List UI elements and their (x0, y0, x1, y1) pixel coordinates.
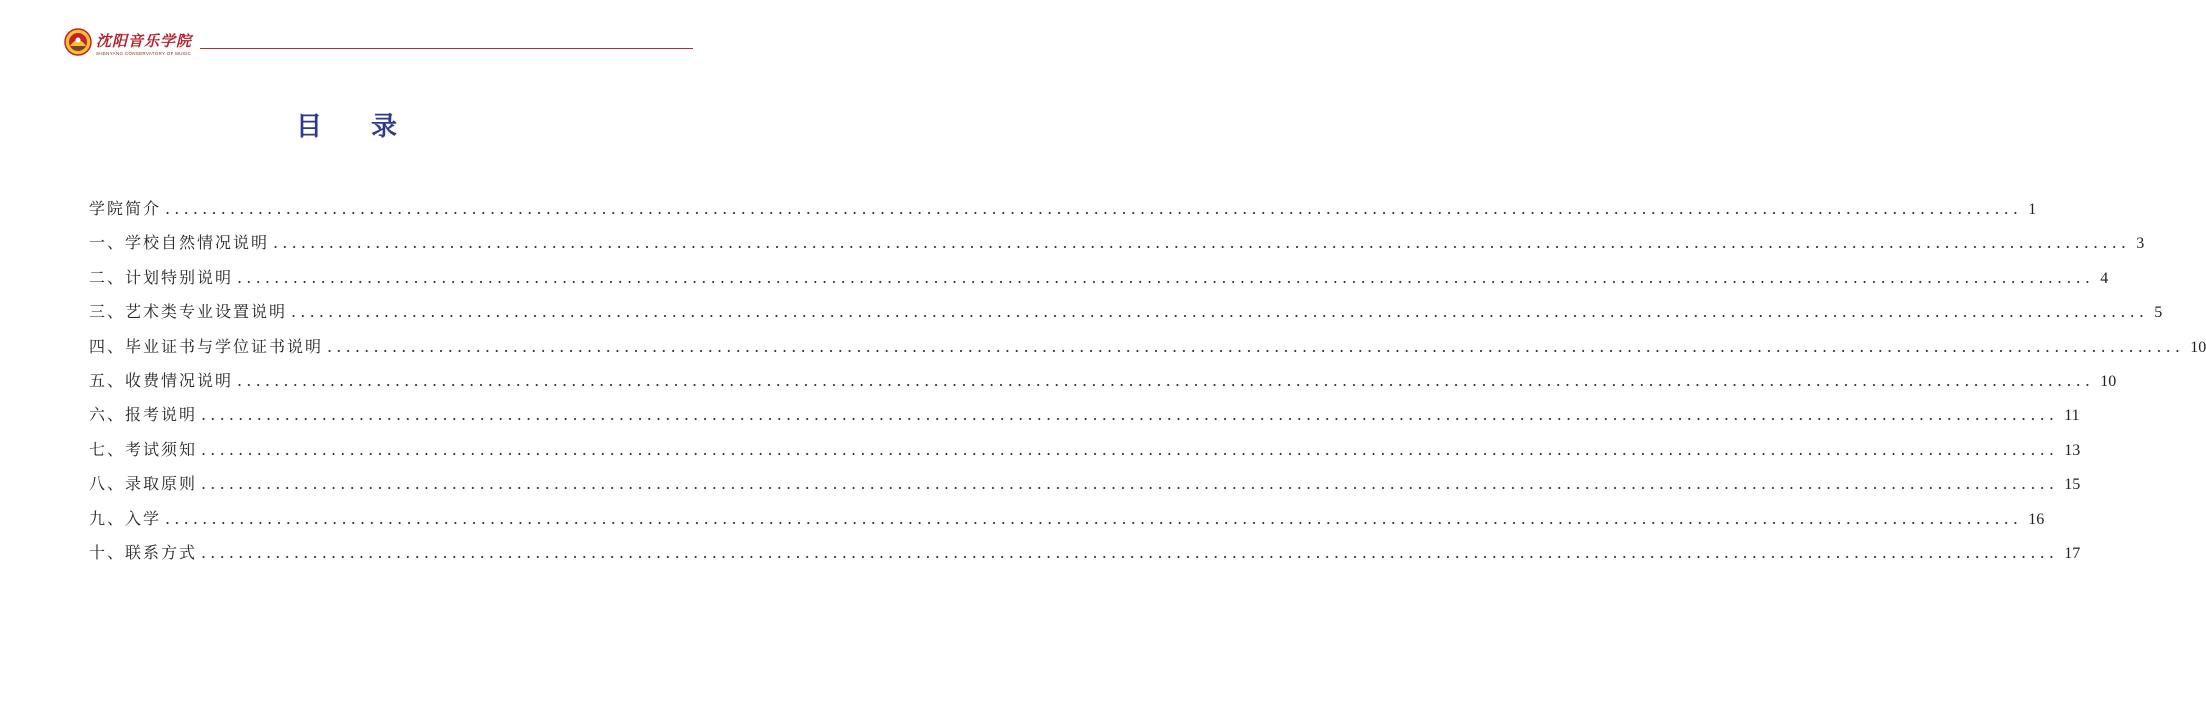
toc-entry-label: 六、报考说明 (89, 405, 198, 425)
toc-entry-label: 二、计划特别说明 (89, 267, 234, 287)
toc-leader-dots: ........................................................................................................................................................................................................ (201, 439, 2059, 459)
toc-entry-label: 三、艺术类专业设置说明 (89, 302, 288, 322)
toc-leader-dots: ........................................................................................................................................................................................................ (165, 508, 2023, 528)
toc-entry-page: 16 (2028, 510, 2045, 528)
toc-entry-page: 17 (2064, 544, 2081, 562)
page-title: 目 录 (295, 112, 418, 142)
toc-entry[interactable] (89, 265, 2109, 299)
toc-entry[interactable] (89, 196, 2037, 230)
toc-entry[interactable] (89, 299, 2163, 333)
header-rule (200, 48, 693, 49)
toc-entry-label: 八、录取原则 (89, 474, 198, 494)
brand-name-en: SHENYANG CONSERVATORY OF MUSIC (96, 51, 192, 56)
toc-entry[interactable] (89, 471, 2081, 505)
page-header (64, 26, 693, 60)
toc-leader-dots: ........................................................................................................................................................................................................ (237, 267, 2095, 287)
toc-entry-label: 九、入学 (89, 508, 162, 528)
toc-entry-label: 七、考试须知 (89, 439, 198, 459)
toc-entry[interactable] (89, 437, 2081, 471)
toc-entry[interactable] (89, 402, 2080, 436)
toc-entry-page: 1 (2028, 201, 2037, 218)
toc-entry[interactable] (89, 506, 2045, 540)
toc-leader-dots: ........................................................................................................................................................................................................ (327, 336, 2185, 356)
toc-entry-label: 一、学校自然情况说明 (89, 233, 270, 253)
conservatory-emblem-icon (64, 28, 92, 56)
toc-entry-label: 十、联系方式 (89, 542, 198, 562)
toc-entry-page: 3 (2136, 235, 2145, 253)
toc-leader-dots: ........................................................................................................................................................................................................ (237, 370, 2095, 390)
toc-entry-page: 10 (2190, 338, 2206, 356)
toc-entry-label: 学院简介 (89, 199, 162, 218)
toc-entry-page: 4 (2100, 269, 2109, 287)
toc-entry-label: 四、毕业证书与学位证书说明 (89, 336, 324, 356)
toc-entry-page: 15 (2064, 476, 2081, 494)
toc-leader-dots: ........................................................................................................................................................................................................ (201, 474, 2059, 494)
toc-entry-page: 10 (2100, 372, 2117, 390)
toc-leader-dots: ........................................................................................................................................................................................................ (201, 542, 2059, 562)
toc-leader-dots: ........................................................................................................................................................................................................ (165, 199, 2023, 218)
toc-leader-dots: ........................................................................................................................................................................................................ (201, 405, 2059, 425)
brand (96, 30, 192, 56)
table-of-contents (89, 196, 2206, 574)
toc-entry-page: 5 (2154, 304, 2163, 322)
toc-leader-dots: ........................................................................................................................................................................................................ (273, 233, 2131, 253)
toc-entry[interactable] (89, 230, 2145, 264)
toc-entry-page: 11 (2064, 407, 2080, 425)
toc-entry-page: 13 (2064, 441, 2081, 459)
toc-entry[interactable] (89, 334, 2206, 368)
brand-name-cn: 沈阳音乐学院 (96, 32, 193, 50)
toc-entry-label: 五、收费情况说明 (89, 370, 234, 390)
toc-leader-dots: ........................................................................................................................................................................................................ (291, 302, 2149, 322)
toc-entry[interactable] (89, 540, 2081, 574)
toc-entry[interactable] (89, 368, 2117, 402)
